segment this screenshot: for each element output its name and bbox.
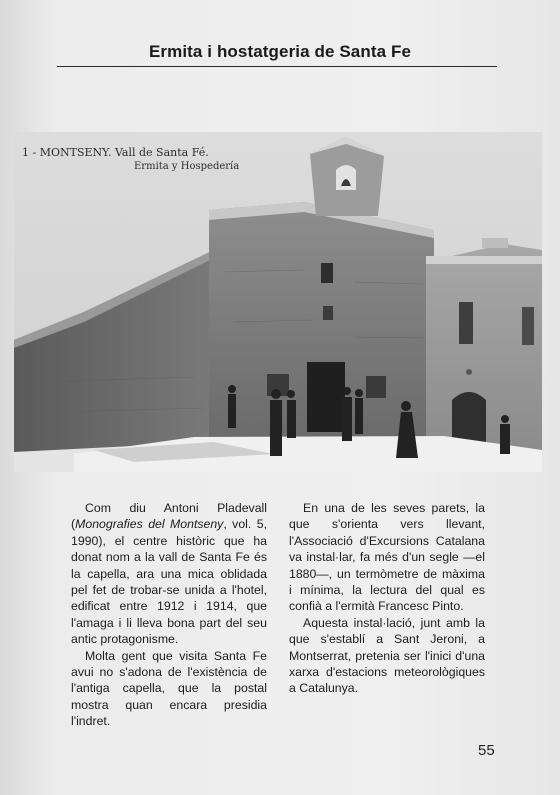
paragraph: En una de les seves parets, la que s'orienta vers llevant, l'Associació d'Excursions Catalana va instal·lar, fa més d'un segle —el 1880—, un termòmetre de màxima i mínima, la lectura del qual es confià a l'ermità Francesc Pinto. [289,501,485,614]
left-column [71,500,267,730]
book-title: Monografies del Montseny [75,517,224,532]
postcard-photo [14,132,542,472]
paragraph-text: Com diu Antoni Pladevall ( [71,501,267,532]
page-title: Ermita i hostatgeria de Santa Fe [148,42,412,61]
paragraph: Molta gent que visita Santa Fe avui no s'adona de l'existència de l'antiga capella, que la postal mostra quan encara presidia l'indret. [71,648,267,729]
paragraph-text: , vol. 5, 1990), el centre històric que ha donat nom a la vall de Santa Fe és la capella, ara una mica oblidada pel fet de trobar-se unida a l'hotel, edificat entre 1912 i 1914, que l'amaga i li lleva bona part del seu antic protagonisme. [71,517,267,647]
paragraph [71,500,267,648]
title-underline [57,66,497,67]
postcard-caption-line2: Ermita y Hospedería [134,161,240,172]
page-number: 55 [478,742,495,759]
right-column [289,500,485,697]
postcard-caption-line1: 1 - MONTSENY. Vall de Santa Fé. [22,146,209,159]
paragraph: Aquesta instal·lació, junt amb la que s'establí a Sant Jeroni, a Montserrat, pretenia ser l'inici d'una xarxa d'estacions meteorològiques a Catalunya. [289,615,485,696]
